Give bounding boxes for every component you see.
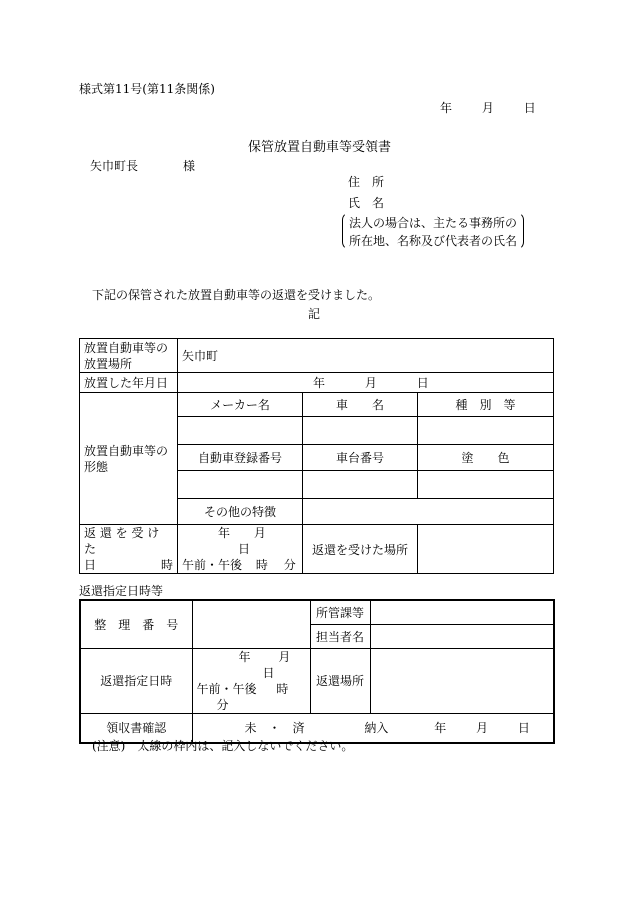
location-label: 放置自動車等の 放置場所 [80,339,178,373]
abandon-date-label: 放置した年月日 [80,373,178,393]
reference-number-label: 整 理 番 号 [80,600,192,648]
vehicle-table [79,338,554,574]
statement-text: 下記の保管された放置自動車等の返還を受けました。 [92,288,381,302]
reference-number-value[interactable] [192,600,310,648]
received-place-label: 返還を受けた場所 [303,525,418,574]
corporate-note-line2: 所在地、名称及び代表者の氏名 [349,234,518,248]
chassis-value[interactable] [303,471,418,499]
person-label: 担当者名 [310,624,370,648]
receipt-check-label: 領収書確認 [80,713,192,743]
corporate-note-line1: 法人の場合は、主たる事務所の [349,216,518,230]
car-name-header: 車 名 [303,393,418,417]
receipt-check-value[interactable]: 未 ・ 済 納入 年 月 日 [192,713,554,743]
payment-label: 納入 [364,721,389,736]
color-header: 塗 色 [418,445,554,471]
color-value[interactable] [418,471,554,499]
address-label: 住 所 [348,175,385,189]
department-label: 所管課等 [310,600,370,624]
car-name-value[interactable] [303,417,418,445]
footnote: (注意) 太線の枠内は、記入しないでください。 [92,739,354,753]
section2-title: 返還指定日時等 [79,584,164,598]
other-features-label: その他の特徴 [178,499,303,525]
addressee-honorific: 様 [183,159,196,173]
vehicle-form-label: 放置自動車等の 形態 [80,393,178,525]
department-value[interactable] [370,600,554,624]
document-title: 保管放置自動車等受領書 [248,140,392,155]
header-month: 月 [481,101,494,115]
location-value: 矢巾町 [178,339,554,373]
form-number: 様式第11号(第11条関係) [79,82,215,96]
maker-value[interactable] [178,417,303,445]
received-datetime-label: 返 還 を 受 け た 日 時 [80,525,178,574]
maker-header: メーカー名 [178,393,303,417]
header-date [440,99,536,116]
registration-header: 自動車登録番号 [178,445,303,471]
addressee-name: 矢巾町長 [90,159,139,173]
return-datetime-value[interactable]: 年 月 日 午前・午後 時 分 [192,648,310,713]
header-day: 日 [523,101,536,115]
abandon-date-value[interactable]: 年 月 日 [178,373,554,393]
chassis-header: 車台番号 [303,445,418,471]
receipt-status: 未 ・ 済 [244,721,305,736]
person-value[interactable] [370,624,554,648]
name-label: 氏 名 [348,196,385,210]
return-place-value[interactable] [370,648,554,713]
type-header: 種 別 等 [418,393,554,417]
header-year: 年 [440,101,453,115]
registration-value[interactable] [178,471,303,499]
type-value[interactable] [418,417,554,445]
other-features-value[interactable] [303,499,554,525]
return-place-label: 返還場所 [310,648,370,713]
received-place-value[interactable] [418,525,554,574]
return-datetime-label: 返還指定日時 [80,648,192,713]
ki-label: 記 [308,307,321,321]
return-schedule-table [79,599,555,744]
received-datetime-value[interactable]: 年 月 日 午前・午後 時 分 [178,525,303,574]
